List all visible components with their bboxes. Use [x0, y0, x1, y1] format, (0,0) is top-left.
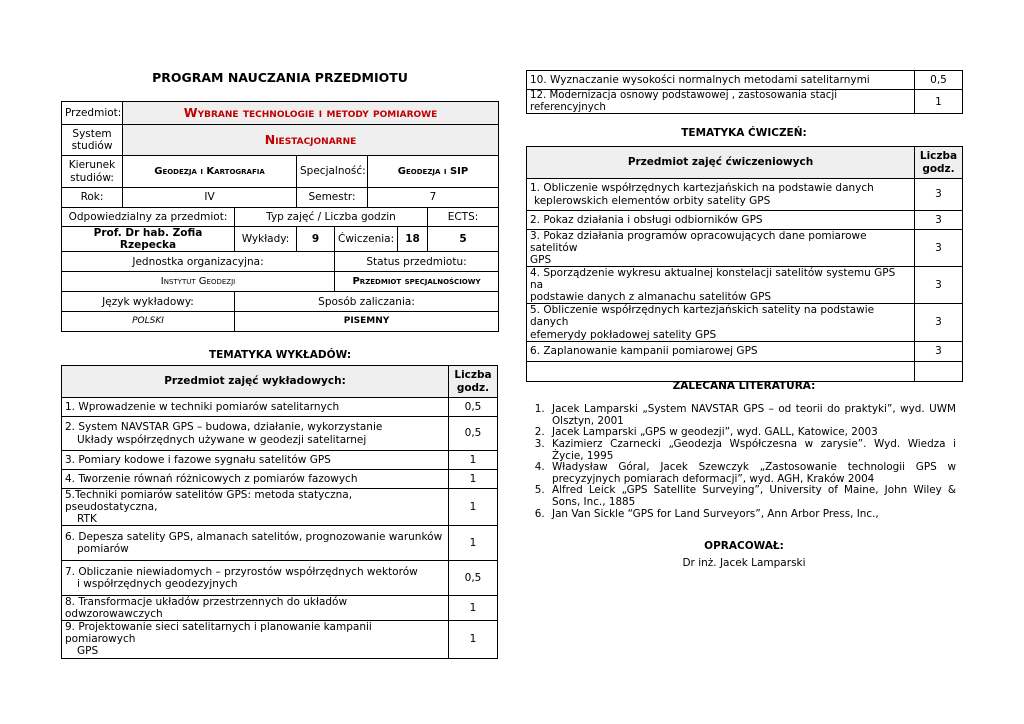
jezyk-label: Język wykładowy:	[62, 292, 235, 312]
status-value: Przedmiot specjalnościowy	[335, 272, 499, 292]
lectures-section-title: TEMATYKA WYKŁADÓW:	[208, 349, 352, 361]
zaliczenie-label: Sposób zaliczania:	[235, 292, 499, 312]
cwiczenia-value: 18	[398, 227, 428, 252]
prepared-name: Dr inż. Jacek Lamparski	[682, 557, 806, 569]
lecture-topic: 4. Tworzenie równań różnicowych z pomiarów fazowych	[65, 472, 358, 485]
lecture-hours: 1	[449, 621, 498, 658]
table-row	[62, 489, 498, 526]
table-row	[62, 526, 498, 561]
table-row	[527, 267, 963, 304]
rok-value: IV	[123, 188, 297, 208]
lecture-topic: 10. Wyznaczanie wysokości normalnych metodami satelitarnymi	[527, 71, 915, 90]
lecture-hours: 0,5	[449, 561, 498, 596]
lecture-topic-cont: pomiarów	[77, 543, 129, 556]
exercise-topic: 4. Sporządzenie wykresu aktualnej konstelacji satelitów systemu GPS na	[530, 267, 896, 292]
lecture-topic-cont: GPS	[77, 645, 99, 658]
jednostka-label: Jednostka organizacyjna:	[62, 252, 335, 272]
exercise-topic: 5. Obliczenie współrzędnych kartezjańskich satelity na podstawie danych	[530, 304, 875, 329]
cwiczenia-label: Ćwiczenia:	[335, 227, 398, 252]
table-row	[62, 417, 498, 451]
semestr-label: Semestr:	[297, 188, 368, 208]
literature-section-title: ZALECANA LITERATURA:	[672, 380, 816, 392]
table-row	[62, 470, 498, 489]
przedmiot-label: Przedmiot:	[62, 102, 123, 125]
table-row	[527, 341, 963, 361]
exercise-topic-cont: efemerydy pokładowej satelity GPS	[530, 328, 717, 341]
odpowiedzialny-label: Odpowiedzialny za przedmiot:	[62, 208, 235, 227]
exercise-topic: 6. Zaplanowanie kampanii pomiarowej GPS	[530, 345, 758, 358]
lecture-topic: 9. Projektowanie sieci satelitarnych i planowanie kampanii pomiarowych	[65, 621, 372, 646]
exercises-section-title: TEMATYKA ĆWICZEŃ:	[681, 127, 807, 139]
lecture-hours: 1	[915, 90, 963, 114]
exercise-topic: 2. Pokaz działania i obsługi odbiorników GPS	[530, 213, 763, 226]
course-name: Wybrane technologie i metody pomiarowe	[123, 102, 499, 125]
exercises-table	[526, 146, 963, 382]
lecture-hours: 0,5	[449, 417, 498, 451]
table-row	[62, 561, 498, 596]
zaliczenie-value: PISEMNY	[235, 312, 499, 332]
lectures-table	[61, 365, 498, 659]
table-row	[527, 230, 963, 267]
exercise-hours: 3	[915, 211, 963, 230]
system-value: Niestacjonarne	[123, 125, 499, 156]
table-row	[62, 451, 498, 470]
specjalnosc-label: Specjalność:	[297, 156, 368, 188]
exercises-col-subject: Przedmiot zajęć ćwiczeniowych	[527, 147, 915, 179]
lecture-topic: 12. Modernizacja osnowy podstawowej , zastosowania stacji referencyjnych	[527, 90, 915, 114]
odpowiedzialny-value: Prof. Dr hab. Zofia Rzepecka	[62, 227, 235, 252]
lecture-hours: 1	[449, 470, 498, 489]
exercises-col-hours: Liczba godz.	[915, 147, 963, 179]
list-item: 6. Jan Van Sickle “GPS for Land Surveyors”, Ann Arbor Press, Inc.,	[548, 509, 956, 521]
list-item: 4. Władysław Góral, Jacek Szewczyk „Zastosowanie technologii GPS w precyzyjnych pomiarach deformacji”, wyd. AGH, Kraków 2004	[548, 462, 956, 485]
table-row	[62, 621, 498, 658]
lecture-topic: 3. Pomiary kodowe i fazowe sygnału satelitów GPS	[65, 453, 331, 466]
kierunek-value: Geodezja i Kartografia	[123, 156, 297, 188]
typ-zajec-label: Typ zajęć / Liczba godzin	[235, 208, 428, 227]
lecture-hours: 1	[449, 489, 498, 526]
lectures-continued-table	[526, 70, 963, 114]
table-row	[527, 71, 963, 90]
literature-list	[516, 404, 956, 520]
lecture-topic-cont: Układy współrzędnych używane w geodezji satelitarnej	[77, 433, 367, 446]
exercise-hours: 3	[915, 267, 963, 304]
exercise-topic-cont: GPS	[530, 254, 552, 267]
course-header-table	[61, 101, 499, 332]
jezyk-value: POLSKI	[62, 312, 235, 332]
lecture-hours: 0,5	[915, 71, 963, 90]
exercise-topic-cont: keplerowskich elementów orbity satelity GPS	[534, 194, 771, 207]
table-row	[62, 596, 498, 621]
specjalnosc-value: Geodezja i SIP	[368, 156, 499, 188]
list-item: 1. Jacek Lamparski „System NAVSTAR GPS – od teorii do praktyki”, wyd. UWM Olsztyn, 2001	[548, 404, 956, 427]
kierunek-label: Kierunek studiów:	[62, 156, 123, 188]
wyklady-label: Wykłady:	[235, 227, 297, 252]
lecture-topic-cont: i współrzędnych geodezyjnych	[77, 578, 238, 591]
lecture-hours: 0,5	[449, 398, 498, 417]
list-item: 5. Alfred Leick „GPS Satellite Surveying”, University of Maine, John Wiley & Sons, Inc., 1885	[548, 485, 956, 508]
lecture-hours: 1	[449, 596, 498, 621]
page-title: PROGRAM NAUCZANIA PRZEDMIOTU	[152, 70, 408, 85]
exercise-hours: 3	[915, 179, 963, 211]
lecture-hours: 1	[449, 526, 498, 561]
semestr-value: 7	[368, 188, 499, 208]
table-row	[527, 90, 963, 114]
wyklady-value: 9	[297, 227, 335, 252]
list-item: 3. Kazimierz Czarnecki „Geodezja Współczesna w zarysie”. Wyd. Wiedza i Życie, 1995	[548, 439, 956, 462]
exercise-topic: 1. Obliczenie współrzędnych kartezjańskich na podstawie danych	[530, 182, 874, 195]
list-item: 2. Jacek Lamparski „GPS w geodezji”, wyd. GALL, Katowice, 2003	[548, 427, 956, 439]
exercise-topic: 3. Pokaz działania programów opracowujących dane pomiarowe satelitów	[530, 230, 867, 255]
status-label: Status przedmiotu:	[335, 252, 499, 272]
lecture-hours: 1	[449, 451, 498, 470]
lecture-topic: 1. Wprowadzenie w techniki pomiarów satelitarnych	[65, 400, 340, 413]
table-row	[527, 211, 963, 230]
lecture-topic: 2. System NAVSTAR GPS – budowa, działanie, wykorzystanie	[65, 421, 383, 434]
table-row-empty	[527, 361, 963, 381]
table-row	[62, 398, 498, 417]
jednostka-value: Instytut Geodezji	[62, 272, 335, 292]
exercise-hours: 3	[915, 341, 963, 361]
lectures-col-hours: Liczba godz.	[449, 366, 498, 398]
table-row	[527, 304, 963, 341]
lecture-topic: 6. Depesza satelity GPS, almanach satelitów, prognozowanie warunków	[65, 531, 443, 544]
lectures-col-subject: Przedmiot zajęć wykładowych:	[62, 366, 449, 398]
lecture-topic: 7. Obliczanie niewiadomych – przyrostów współrzędnych wektorów	[65, 566, 418, 579]
exercise-topic-cont: podstawie danych z almanachu satelitów GPS	[530, 291, 772, 304]
exercise-hours: 3	[915, 230, 963, 267]
lecture-topic: 8. Transformacje układów przestrzennych do układów odwzorowawczych	[65, 596, 348, 621]
system-label: System studiów	[62, 125, 123, 156]
table-row	[527, 179, 963, 211]
exercise-hours: 3	[915, 304, 963, 341]
prepared-label: OPRACOWAŁ:	[704, 540, 784, 552]
lecture-topic-cont: RTK	[77, 513, 97, 526]
lecture-topic: 5.Techniki pomiarów satelitów GPS: metoda statyczna, pseudostatyczna,	[65, 489, 353, 514]
rok-label: Rok:	[62, 188, 123, 208]
ects-value: 5	[428, 227, 499, 252]
ects-label: ECTS:	[428, 208, 499, 227]
